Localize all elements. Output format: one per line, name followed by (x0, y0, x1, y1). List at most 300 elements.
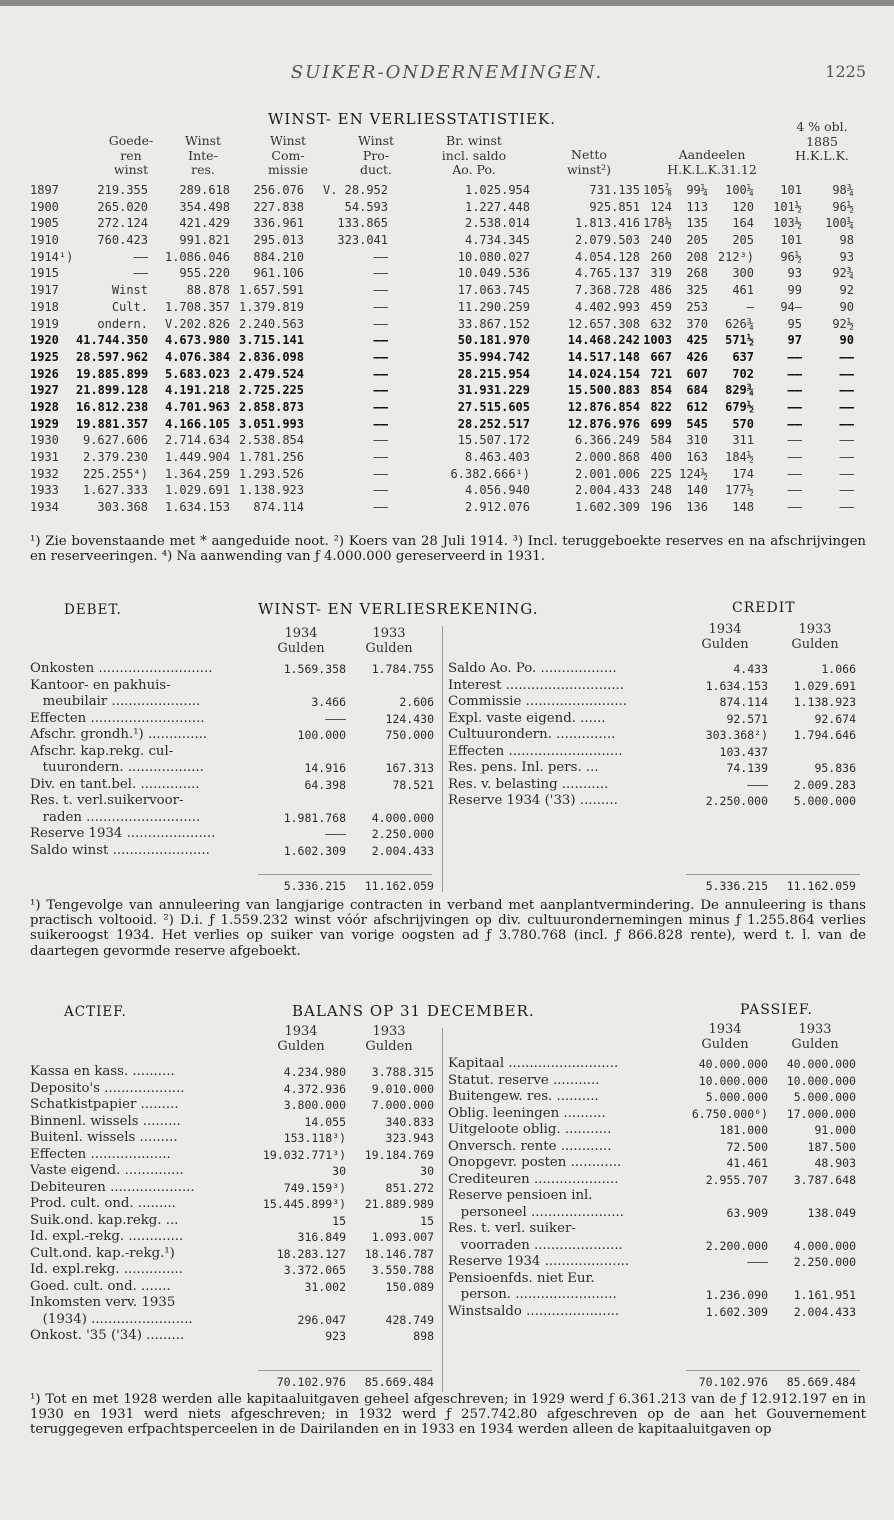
bal-passiva-label: Reserve pensioen inl. (448, 1188, 593, 1203)
stats-footnote-text: ¹) Zie bovenstaande met * aangeduide noot. ²) Koers van 28 Juli 1914. ³) Incl. teruggeboekte reserves en na afschrijvingen en reserveeringen. ⁴) Na aanwending van ƒ 4.000.000 gereserveerd in 1931. (30, 534, 866, 565)
pl-debit-value-a: 1.981.768 (283, 810, 346, 825)
stats-row (30, 382, 866, 399)
pl-credit-label: CREDIT (732, 600, 796, 616)
stats-cell-year: 1928 (30, 399, 59, 414)
pl-debit-value-b: 1.784.755 (371, 662, 434, 676)
pl-credit-row (448, 744, 860, 761)
pl-debit-label: Reserve 1934 ..................... (30, 826, 216, 841)
bal-passiva-row (448, 1188, 860, 1205)
stats-cell-c6: 925.851 (589, 199, 640, 214)
pl-total-rule-left (258, 874, 432, 875)
bal-activa-row (30, 1147, 434, 1164)
stats-cell-c4: —— (373, 316, 388, 331)
stats-cell-c2: 991.821 (179, 233, 230, 248)
stats-cell-a1: 854 (650, 383, 672, 398)
stats-cell-a2: 135 (686, 216, 708, 231)
stats-cell-c6: 7.368.728 (574, 283, 640, 298)
bal-passiva-row (448, 1089, 860, 1106)
bal-divider (442, 1028, 443, 1392)
stats-cell-c5: 28.252.517 (457, 416, 530, 431)
pl-debit-row (30, 694, 434, 711)
stats-cell-c2: 4.701.963 (164, 399, 230, 414)
stats-cell-c1: 225.255⁴) (82, 466, 148, 481)
stats-cell-a2: 268 (686, 266, 708, 281)
stats-cell-a3: 205 (732, 233, 754, 248)
stats-cell-c3: 1.293.526 (238, 466, 304, 481)
stats-cell-c3: 2.858.873 (238, 399, 304, 414)
stats-cell-a1: 721 (650, 366, 672, 381)
stats-cell-c6: 14.468.242 (567, 333, 640, 348)
stats-cell-c3: 2.538.854 (238, 433, 304, 448)
stats-cell-a1: 225 (650, 466, 672, 481)
stats-cell-o2: 92½ (832, 316, 854, 331)
pl-credit-value-a: 303.368²) (705, 728, 768, 742)
bal-activa-row (30, 1328, 434, 1345)
bal-total-rule-right (686, 1370, 860, 1371)
stats-header-line: Aandeelen (678, 147, 746, 162)
pl-title: WINST- EN VERLIESREKENING. (258, 600, 539, 618)
stats-cell-c6: 4.054.128 (574, 249, 640, 264)
bal-passiva-label: Crediteuren .................... (448, 1171, 619, 1187)
stats-cell-c3: 874.114 (253, 500, 304, 515)
stats-cell-a3: 829¾ (725, 383, 754, 398)
stats-cell-c2: 421.429 (179, 216, 230, 231)
pl-year-d-text: 1933 (798, 622, 832, 637)
stats-header-line: H.K.L.K. (795, 148, 849, 163)
stats-cell-c4: 133.865 (337, 216, 388, 231)
stats-cell-o2: —— (839, 450, 854, 464)
stats-row (30, 416, 866, 433)
stats-cell-o2: —— (839, 399, 854, 414)
bal-total-left-b: 85.669.484 (364, 1375, 434, 1389)
bal-activa-row (30, 1180, 434, 1197)
stats-cell-o1: 101 (780, 183, 802, 197)
pl-debit-value-a: 3.466 (311, 695, 346, 709)
bal-activa-value-b: 30 (420, 1164, 434, 1178)
bal-activa-row (30, 1163, 434, 1180)
stats-cell-c3: 1.138.923 (238, 483, 304, 498)
stats-header-line: Br. winst (446, 133, 502, 148)
stats-cell-c5: 15.507.172 (457, 433, 530, 448)
bal-activa-row (30, 1064, 434, 1081)
stats-cell-a3: — (746, 299, 754, 314)
stats-cell-c3: 295.013 (253, 233, 304, 248)
stats-cell-o1: —— (787, 383, 802, 398)
stats-cell-c6: 14.517.148 (567, 349, 640, 364)
stats-cell-c6: 2.079.503 (574, 233, 640, 248)
stats-row (30, 199, 866, 216)
bal-passiva-label: person. ........................ (448, 1287, 617, 1302)
stats-cell-a1: 248 (650, 483, 672, 498)
pl-debit-row (30, 826, 434, 843)
stats-cell-c2: 4.076.384 (164, 349, 230, 364)
stats-cell-c5: 11.290.259 (457, 299, 530, 314)
stats-cell-o1: 101 (780, 233, 802, 248)
stats-cell-year: 1930 (30, 433, 59, 448)
pl-debit-row (30, 727, 434, 744)
stats-header-line: Winst (184, 133, 222, 148)
stats-cell-c5: 10.049.536 (457, 266, 530, 281)
pl-debit-row (30, 711, 434, 728)
bal-activa-label: Suik.ond. kap.rekg. ... (30, 1212, 179, 1228)
running-header-title: SUIKER-ONDERNEMINGEN. (290, 62, 604, 83)
pl-credit-label: Res. v. belasting ........... (448, 776, 609, 792)
bal-activa-label: Onkost. '35 ('34) ......... (30, 1328, 185, 1343)
bal-passiva-value-a: 181.000 (719, 1123, 768, 1137)
stats-cell-c1: Winst (111, 283, 148, 298)
stats-cell-c3: 1.379.819 (238, 299, 304, 314)
stats-cell-a2: 253 (686, 299, 708, 314)
stats-cell-o1: 101½ (773, 199, 802, 214)
stats-cell-c6: 12.657.308 (567, 316, 640, 331)
stats-cell-a1: 667 (650, 349, 672, 364)
pl-debit-row (30, 744, 434, 761)
bal-activa-label: Schatkistpapier ......... (30, 1097, 179, 1112)
stats-cell-a3: 300 (732, 266, 754, 281)
stats-cell-c2: 4.673.980 (164, 333, 230, 348)
pl-credit-value-b: 1.138.923 (793, 695, 856, 709)
bal-passiva-row (448, 1056, 860, 1073)
bal-passiva-row (448, 1155, 860, 1172)
stats-cell-a1: 400 (650, 450, 672, 464)
stats-cell-a1: 699 (650, 416, 672, 431)
stats-cell-c2: V.202.826 (164, 316, 230, 331)
stats-cell-c1: 19.881.357 (76, 416, 149, 431)
stats-header-line: winst (113, 162, 149, 177)
stats-header-col (340, 134, 412, 178)
bal-activa-value-a: 296.047 (297, 1312, 346, 1327)
stats-cell-a1: 240 (650, 233, 672, 248)
pl-debit-label: tuurondern. .................. (30, 760, 204, 775)
bal-activa-value-b: 18.146.787 (364, 1246, 434, 1261)
stats-cell-year: 1905 (30, 216, 59, 231)
bal-unit-b: Gulden (365, 1039, 413, 1054)
stats-cell-o2: 100¼ (825, 216, 854, 231)
stats-cell-a2: 208 (686, 249, 708, 264)
stats-row (30, 332, 866, 349)
stats-cell-o2: —— (839, 416, 854, 431)
pl-credit-value-a: 103.437 (719, 744, 768, 759)
stats-cell-a1: 124 (650, 199, 672, 214)
stats-row (30, 299, 866, 316)
stats-row (30, 316, 866, 333)
stats-header-line: 4 % obl. (796, 119, 848, 134)
bal-passiva-row (448, 1106, 860, 1123)
pl-debit-value-a: ——— (325, 827, 346, 841)
bal-activa-label: Binnenl. wissels ......... (30, 1113, 181, 1129)
stats-row (30, 215, 866, 232)
bal-passiva-row (448, 1254, 860, 1271)
bal-passiva-value-a: 41.461 (726, 1156, 768, 1170)
pl-debit-label: meubilair ..................... (30, 694, 201, 709)
stats-cell-c4: —— (373, 249, 388, 264)
bal-passiva-value-b: 4.000.000 (793, 1238, 856, 1253)
pl-debit-label: Effecten ........................... (30, 710, 205, 726)
stats-cell-c5: 33.867.152 (457, 316, 530, 331)
stats-cell-a3: 626¾ (725, 316, 754, 331)
pl-year-c (680, 622, 770, 652)
pl-credit-label: Effecten ........................... (448, 743, 623, 759)
stats-cell-year: 1915 (30, 266, 59, 281)
stats-cell-o1: —— (787, 349, 802, 364)
stats-cell-c3: 256.076 (253, 183, 304, 197)
stats-header-line: incl. saldo (441, 147, 507, 163)
stats-row (30, 449, 866, 466)
stats-cell-c3: 2.836.098 (238, 349, 304, 364)
pl-unit-b: Gulden (365, 641, 413, 656)
stats-header-col (418, 134, 530, 178)
stats-cell-o1: 97 (787, 333, 802, 348)
stats-cell-c5: 4.734.345 (464, 233, 530, 248)
stats-cell-c4: 323.041 (337, 233, 388, 248)
bal-passiva-label: Kapitaal .......................... (448, 1056, 619, 1071)
bal-activa-value-b: 7.000.000 (371, 1098, 434, 1112)
bal-year-b (344, 1024, 434, 1054)
stats-row (30, 482, 866, 499)
stats-header-line: Winst (357, 133, 395, 148)
pl-debit-label: Kantoor- en pakhuis- (30, 677, 171, 693)
stats-cell-c5: 10.080.027 (457, 249, 530, 264)
bal-activa-value-a: 153.118³) (283, 1131, 346, 1145)
stats-cell-c3: 3.715.141 (238, 333, 304, 348)
pl-total-rule-right (686, 874, 860, 875)
stats-cell-a1: 178½ (643, 216, 672, 231)
stats-header-col (544, 148, 634, 177)
pl-debit-label: Afschr. grondh.¹) .............. (30, 727, 208, 742)
stats-cell-c4: —— (373, 333, 388, 348)
stats-cell-o1: 103½ (773, 216, 802, 231)
bal-year-c (680, 1022, 770, 1052)
pl-debit-value-a: 64.398 (304, 777, 346, 792)
stats-cell-o1: —— (787, 366, 802, 381)
bal-activa-label: Kassa en kass. .......... (30, 1064, 175, 1079)
pl-credit-label: Interest ............................ (448, 677, 624, 693)
stats-cell-c1: 219.355 (97, 183, 148, 197)
bal-activa-value-a: 15 (332, 1213, 346, 1228)
pl-footnote (30, 898, 866, 959)
stats-cell-c6: 2.004.433 (574, 483, 640, 498)
stats-cell-year: 1914¹) (30, 249, 74, 264)
bal-activa-value-a: 4.372.936 (283, 1081, 346, 1096)
stats-cell-c4: —— (373, 433, 388, 448)
stats-cell-a3: 570 (732, 416, 754, 431)
stats-cell-c3: 1.781.256 (238, 450, 304, 464)
pl-credit-value-b: 1.066 (821, 662, 856, 676)
stats-cell-c3: 2.725.225 (238, 383, 304, 398)
bal-activa-label: Prod. cult. ond. ......... (30, 1196, 176, 1211)
bal-passiva-value-b: 138.049 (807, 1205, 856, 1220)
bal-passiva-value-a: 40.000.000 (698, 1057, 768, 1071)
bal-passiva-label: personeel ...................... (448, 1204, 625, 1220)
stats-cell-c1: 303.368 (97, 500, 148, 515)
bal-activa-value-a: 30 (332, 1164, 346, 1178)
pl-debit-value-a: 1.569.358 (283, 662, 346, 676)
stats-cell-o1: 95 (787, 316, 802, 331)
bal-activa-value-b: 9.010.000 (371, 1081, 434, 1096)
bal-passiva-value-b: 3.787.648 (793, 1172, 856, 1187)
bal-activa-row (30, 1279, 434, 1296)
bal-activa-value-b: 3.550.788 (371, 1263, 434, 1277)
stats-cell-a3: 637 (732, 349, 754, 364)
bal-passiva-value-a: 6.750.000⁶) (691, 1106, 768, 1121)
stats-cell-c6: 14.024.154 (567, 366, 640, 381)
stats-cell-c2: 4.191.218 (164, 383, 230, 398)
stats-cell-c6: 4.402.993 (574, 299, 640, 314)
pl-credit-value-a: 2.250.000 (705, 794, 768, 808)
pl-credit-value-a: 874.114 (719, 695, 768, 709)
bal-activa-label: Id. expl.-rekg. ............. (30, 1229, 184, 1244)
stats-header-line: Com- (271, 147, 305, 163)
bal-activa-row (30, 1114, 434, 1131)
bal-passiva-value-b: 10.000.000 (786, 1073, 856, 1088)
pl-credit-value-b: 1.029.691 (793, 678, 856, 693)
bal-activa-label: Vaste eigend. .............. (30, 1163, 184, 1178)
bal-passiva-list (448, 1056, 860, 1320)
stats-cell-a2: 325 (686, 283, 708, 298)
stats-cell-a2: 607 (686, 366, 708, 381)
bal-activa-label: Effecten ................... (30, 1146, 171, 1162)
bal-activa-value-b: 323.943 (385, 1131, 434, 1145)
bal-activa-value-a: 3.800.000 (283, 1098, 346, 1112)
pl-debit-label: Saldo winst ....................... (30, 842, 210, 858)
bal-passiva-value-a: 10.000.000 (698, 1073, 768, 1088)
bal-activa-list (30, 1064, 434, 1345)
stats-cell-c5: 28.215.954 (457, 366, 530, 381)
pl-credit-value-a: 92.571 (726, 711, 768, 726)
bal-passiva-value-b: 1.161.951 (793, 1288, 856, 1302)
pl-credit-label: Saldo Ao. Po. .................. (448, 661, 617, 676)
bal-year-a-text: 1934 (284, 1024, 318, 1039)
stats-cell-c2: 88.878 (186, 283, 230, 298)
stats-cell-c4: V. 28.952 (322, 183, 388, 197)
stats-cell-c4: —— (373, 466, 388, 481)
stats-cell-c3: 336.961 (253, 216, 304, 231)
stats-cell-a3: 461 (732, 283, 754, 298)
stats-cell-o2: 93 (839, 249, 854, 264)
stats-cell-o1: 96½ (780, 249, 802, 264)
bal-activa-value-a: 15.445.899³) (262, 1197, 346, 1211)
stats-cell-c4: —— (373, 383, 388, 398)
bal-passiva-value-b: 2.250.000 (793, 1255, 856, 1269)
pl-debit-value-b: 124.430 (385, 711, 434, 726)
stats-cell-c4: —— (373, 299, 388, 314)
pl-debit-list (30, 661, 434, 859)
stats-header-line: res. (191, 162, 215, 177)
stats-cell-a2: 370 (686, 316, 708, 331)
stats-cell-c1: 760.423 (97, 233, 148, 248)
stats-cell-year: 1934 (30, 500, 59, 515)
stats-cell-c1: 9.627.606 (82, 433, 148, 448)
stats-cell-c1: Cult. (111, 299, 148, 314)
bal-unit-a: Gulden (277, 1039, 325, 1054)
stats-cell-o2: 90 (839, 333, 854, 348)
pl-debit-row (30, 843, 434, 860)
bal-unit-d: Gulden (791, 1037, 839, 1052)
bal-activa-label: Cult.ond. kap.-rekg.¹) (30, 1245, 175, 1261)
stats-cell-year: 1932 (30, 466, 59, 481)
pl-debit-row (30, 661, 434, 678)
bal-activa-value-a: 31.002 (304, 1279, 346, 1294)
stats-cell-a2: 425 (686, 333, 708, 348)
pl-debit-value-b: 2.250.000 (371, 827, 434, 841)
pl-year-a-text: 1934 (284, 626, 318, 641)
stats-cell-year: 1919 (30, 316, 59, 331)
stats-row (30, 366, 866, 383)
stats-cell-c1: 272.124 (97, 216, 148, 231)
stats-cell-a2: 545 (686, 416, 708, 431)
stats-cell-a1: 319 (650, 266, 672, 281)
stats-cell-c4: 54.593 (344, 199, 388, 214)
bal-activa-value-b: 898 (413, 1329, 434, 1343)
stats-cell-c2: 1.086.046 (164, 249, 230, 264)
stats-cell-o2: —— (839, 366, 854, 381)
bal-activa-row (30, 1196, 434, 1213)
stats-row (30, 232, 866, 249)
stats-cell-a3: 702 (732, 366, 754, 381)
stats-header-line: Netto (571, 147, 607, 162)
stats-row (30, 265, 866, 282)
bal-activa-value-b: 15 (420, 1213, 434, 1228)
stats-cell-c5: 1.025.954 (464, 183, 530, 197)
stats-header-col (168, 134, 238, 178)
pl-credit-value-b: 2.009.283 (793, 777, 856, 792)
stats-header-col (768, 120, 876, 164)
stats-cell-o1: —— (787, 466, 802, 481)
bal-passiva-row (448, 1122, 860, 1139)
bal-activa-value-b: 19.184.769 (364, 1147, 434, 1162)
bal-activa-value-a: 19.032.771³) (262, 1147, 346, 1162)
stats-cell-year: 1925 (30, 349, 59, 364)
pl-year-d (770, 622, 860, 652)
stats-cell-c1: 1.627.333 (82, 483, 148, 498)
stats-cell-c6: 2.000.868 (574, 450, 640, 464)
bal-passiva-value-a: 1.602.309 (705, 1304, 768, 1319)
bal-total-right-a: 70.102.976 (698, 1375, 768, 1389)
stats-cell-o1: —— (787, 433, 802, 448)
pl-debit-value-b: 78.521 (392, 777, 434, 792)
stats-cell-a3: 571½ (725, 333, 754, 348)
bal-passiva-value-a: ——— (747, 1255, 768, 1269)
bal-activa-label: Goed. cult. ond. ....... (30, 1278, 171, 1294)
stats-cell-c2: 1.634.153 (164, 500, 230, 515)
stats-cell-c4: —— (373, 283, 388, 298)
stats-cell-a3: 311 (732, 433, 754, 448)
stats-header-line: Winst (269, 133, 307, 148)
stats-cell-year: 1897 (30, 183, 59, 197)
stats-header-line: Inte- (188, 147, 218, 163)
pl-year-c-text: 1934 (708, 622, 742, 637)
stats-cell-c5: 27.515.605 (457, 399, 530, 414)
stats-cell-c2: 1.708.357 (164, 299, 230, 314)
bal-activa-row (30, 1229, 434, 1246)
bal-passiva-value-b: 17.000.000 (786, 1106, 856, 1121)
stats-cell-c5: 4.056.940 (464, 483, 530, 498)
stats-cell-c2: 289.618 (179, 183, 230, 197)
stats-header-line: duct. (359, 162, 393, 177)
stats-cell-o1: —— (787, 399, 802, 414)
stats-row (30, 399, 866, 416)
stats-header-line: Pro- (362, 147, 390, 163)
stats-header-line: 1885 (806, 133, 838, 149)
bal-activa-row (30, 1213, 434, 1230)
pl-debit-value-a: ——— (325, 711, 346, 726)
stats-cell-a2: 99¼ (686, 183, 708, 197)
stats-cell-year: 1933 (30, 483, 59, 498)
stats-cell-o2: —— (839, 433, 854, 448)
stats-cell-c3: 3.051.993 (238, 416, 304, 431)
stats-cell-a1: 584 (650, 433, 672, 448)
bal-passiva-label: Uitgeloote oblig. ........... (448, 1122, 612, 1137)
